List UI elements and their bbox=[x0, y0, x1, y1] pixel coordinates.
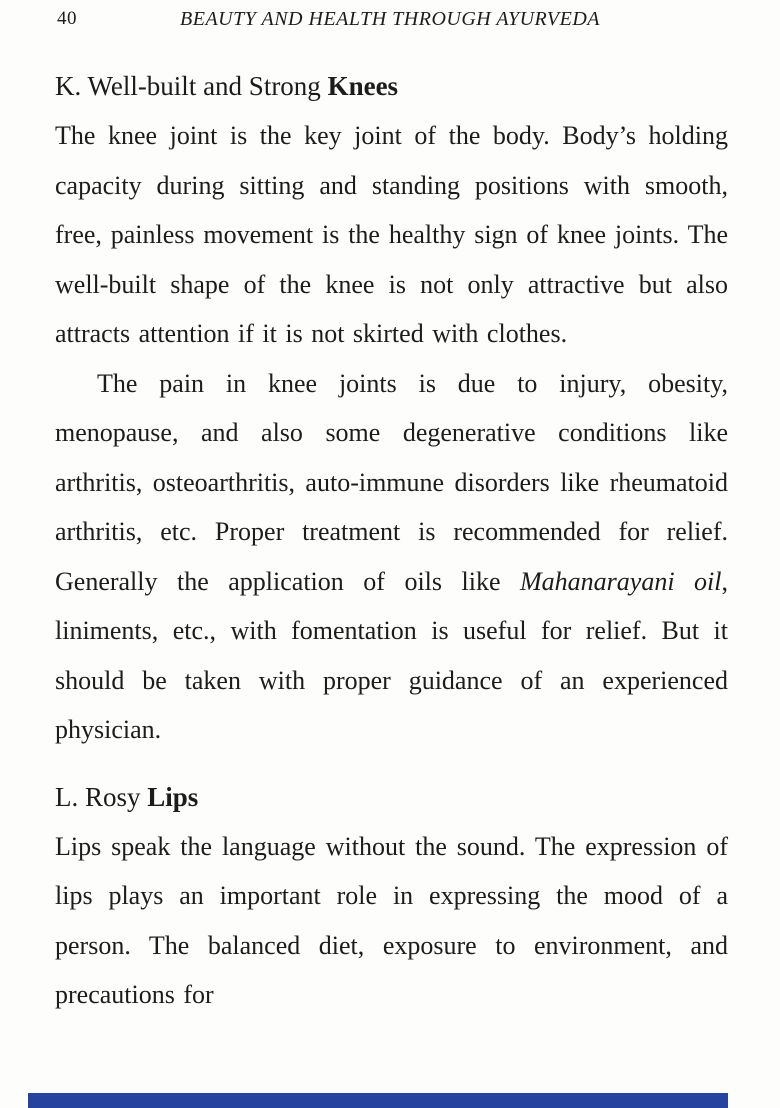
knees-paragraph-2-after: , liniments, etc., with fomentation is useful for relief. But it should be taken with proper guidance of an experienced physician. bbox=[55, 566, 728, 744]
running-head-title: BEAUTY AND HEALTH THROUGH AYURVEDA bbox=[180, 8, 600, 30]
lips-paragraph-1: Lips speak the language without the sound. The expression of lips plays an important role in expressing the mood of a person. The balanced diet, exposure to environment, and precautions for bbox=[55, 831, 728, 1009]
page-content bbox=[0, 62, 780, 1020]
section-heading-knees-bold: Knees bbox=[327, 71, 399, 101]
knees-paragraph-2-oil-name: Mahanarayani oil bbox=[520, 566, 722, 596]
section-heading-lips-normal: L. Rosy bbox=[55, 781, 148, 812]
section-heading-lips bbox=[55, 773, 728, 822]
knees-paragraph-2-before: The pain in knee joints is due to injury, obesity, menopause, and also some degenerative conditions like arthritis, osteoarthritis, auto-immune disorders like rheumatoid arthritis, etc. Proper treatment is recommended for relief. Generally the application of oils like bbox=[55, 368, 728, 596]
section-heading-lips-bold: Lips bbox=[147, 781, 199, 812]
knees-paragraph-2 bbox=[55, 359, 728, 755]
page-number: 40 bbox=[57, 8, 77, 29]
page-header bbox=[0, 0, 780, 44]
bottom-blue-bar bbox=[28, 1093, 728, 1108]
knees-paragraph-1: The knee joint is the key joint of the body. Body’s holding capacity during sitting and standing positions with smooth, free, painless movement is the healthy sign of knee joints. The well-built shape of the knee is not only attractive but also attracts attention if it is not skirted with clothes. bbox=[55, 121, 728, 348]
section-heading-knees bbox=[55, 62, 728, 111]
section-heading-knees-normal: K. Well-built and Strong bbox=[55, 71, 328, 101]
